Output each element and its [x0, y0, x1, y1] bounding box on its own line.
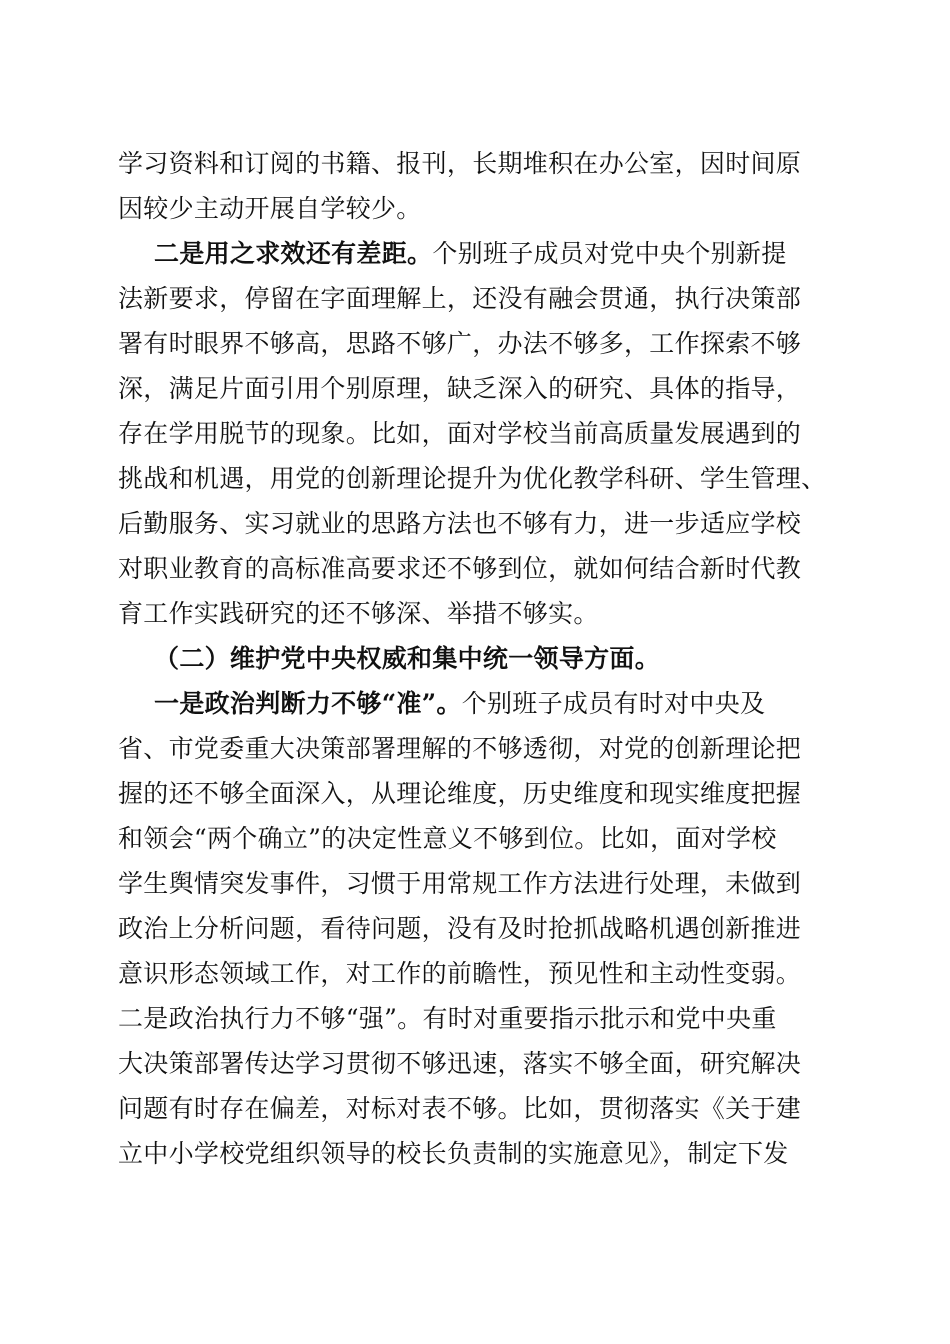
- text-line: [118, 999, 858, 1039]
- text-segment: 和领会“两个确立”的决定性意义不够到位。比如，面对学校: [118, 824, 777, 853]
- text-segment: 深，满足片面引用个别原理，缺乏深入的研究、具体的指导，: [118, 374, 802, 403]
- text-segment: 对职业教育的高标准高要求还不够到位，就如何结合新时代教: [118, 554, 802, 583]
- text-line: [118, 369, 858, 409]
- text-line: [118, 1134, 858, 1174]
- text-segment: 问题有时存在偏差，对标对表不够。比如，贯彻落实《关于建: [118, 1094, 802, 1123]
- text-line: [118, 594, 858, 634]
- text-line: [118, 684, 858, 724]
- text-line: [118, 279, 858, 319]
- text-line: [118, 189, 858, 229]
- text-line: [118, 504, 858, 544]
- text-segment: 意识形态领域工作，对工作的前瞻性，预见性和主动性变弱。: [118, 959, 802, 988]
- text-segment: 后勤服务、实习就业的思路方法也不够有力，进一步适应学校: [118, 509, 802, 538]
- text-line: [118, 1089, 858, 1129]
- text-segment: 因较少主动开展自学较少。: [118, 194, 422, 223]
- paragraph-heading: 一是政治判断力不够“准”。: [118, 689, 462, 718]
- text-line: [118, 639, 858, 679]
- text-line: [118, 549, 858, 589]
- text-segment: 学习资料和订阅的书籍、报刊，长期堆积在办公室，因时间原: [118, 149, 802, 178]
- text-segment: 个别班子成员有时对中央及: [461, 689, 766, 718]
- text-segment: 大决策部署传达学习贯彻不够迅速，落实不够全面，研究解决: [118, 1049, 802, 1078]
- text-segment: 法新要求，停留在字面理解上，还没有融会贯通，执行决策部: [118, 284, 802, 313]
- section-heading: （二）维护党中央权威和集中统一领导方面。: [118, 644, 661, 673]
- paragraph-heading: 二是用之求效还有差距。: [118, 239, 433, 268]
- text-line: [118, 324, 858, 364]
- text-line: [118, 459, 858, 499]
- text-line: [118, 909, 858, 949]
- text-line: [118, 414, 858, 454]
- text-segment: 个别班子成员对党中央个别新提: [432, 239, 787, 268]
- text-segment: 存在学用脱节的现象。比如，面对学校当前高质量发展遇到的: [118, 419, 802, 448]
- text-segment: 省、市党委重大决策部署理解的不够透彻，对党的创新理论把: [118, 734, 802, 763]
- text-line: [118, 144, 858, 184]
- text-segment: 育工作实践研究的还不够深、举措不够实。: [118, 599, 599, 628]
- text-line: [118, 774, 858, 814]
- text-segment: 立中小学校党组织领导的校长负责制的实施意见》，制定下发: [118, 1139, 789, 1168]
- text-segment: 学生舆情突发事件，习惯于用常规工作方法进行处理，未做到: [118, 869, 802, 898]
- text-line: [118, 819, 858, 859]
- text-segment: 政治上分析问题，看待问题，没有及时抢抓战略机遇创新推进: [118, 914, 802, 943]
- text-line: [118, 234, 858, 274]
- text-segment: 挑战和机遇，用党的创新理论提升为优化教学科研、学生管理、: [118, 464, 827, 493]
- text-segment: 握的还不够全面深入，从理论维度，历史维度和现实维度把握: [118, 779, 802, 808]
- text-line: [118, 954, 858, 994]
- text-line: [118, 729, 858, 769]
- text-segment: 二是政治执行力不够“强”。有时对重要指示批示和党中央重: [118, 1004, 777, 1033]
- text-segment: 署有时眼界不够高，思路不够广，办法不够多，工作探索不够: [118, 329, 802, 358]
- text-line: [118, 1044, 858, 1084]
- text-line: [118, 864, 858, 904]
